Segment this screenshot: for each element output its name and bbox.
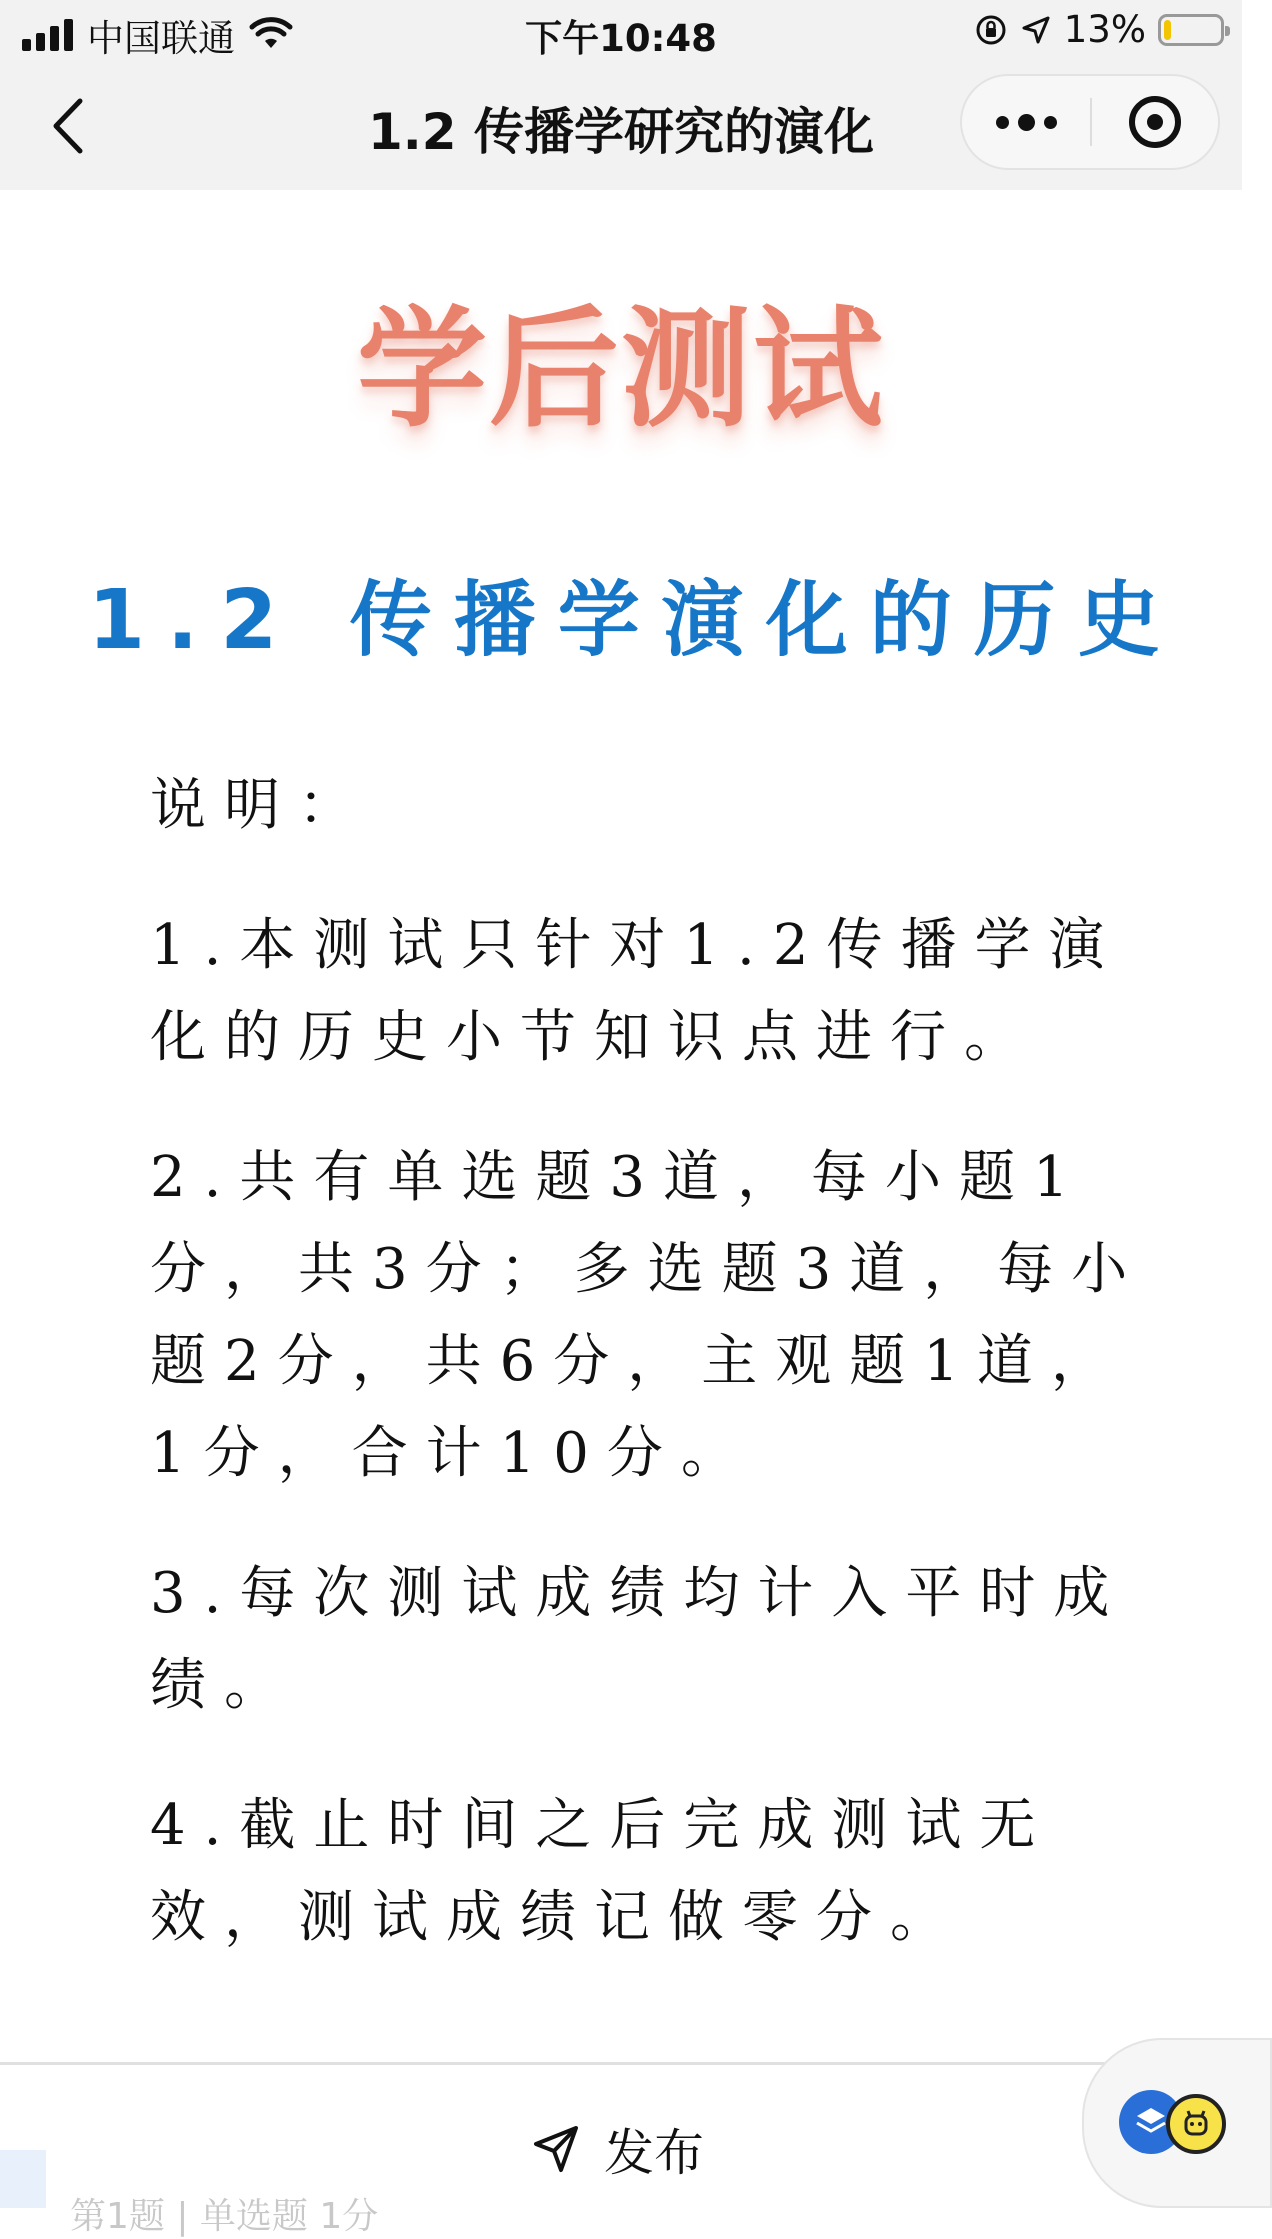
close-button[interactable] — [1092, 76, 1218, 168]
peek-strip — [0, 2150, 46, 2208]
more-button[interactable] — [962, 76, 1090, 168]
floating-assistant-widget[interactable] — [1082, 2038, 1272, 2208]
publish-label: 发布 — [604, 2124, 704, 2182]
section-title: 1.2 传播学演化的历史 — [88, 573, 1182, 668]
mini-program-capsule — [960, 74, 1220, 170]
location-icon — [1020, 14, 1052, 46]
publish-button[interactable] — [530, 2113, 704, 2185]
battery-icon — [1158, 14, 1224, 46]
instructions-label: 说明： — [150, 773, 372, 838]
battery-fill — [1164, 20, 1171, 40]
carrier-label: 中国联通 — [87, 17, 235, 60]
rotation-lock-icon — [974, 13, 1008, 47]
bottom-bar — [0, 2062, 1242, 2208]
instructions — [150, 760, 1160, 2012]
instruction-item-3: 3.每次测试成绩均计入平时成绩。 — [150, 1561, 1128, 1718]
instruction-item-4: 4.截止时间之后完成测试无效，测试成绩记做零分。 — [150, 1793, 1054, 1950]
send-icon — [530, 2123, 582, 2175]
status-right — [974, 8, 1224, 51]
hero-title: 学后测试 — [356, 293, 885, 445]
more-dots-icon — [996, 116, 1009, 129]
nav-bar — [0, 62, 1242, 190]
instruction-item-1: 1.本测试只针对1.2传播学演化的历史小节知识点进行。 — [150, 913, 1123, 1070]
instruction-item-2: 2.共有单选题3道，每小题1分，共3分；多选题3道，每小题2分，共6分，主观题1道，1分，合计10分。 — [150, 1145, 1146, 1486]
target-close-icon — [1129, 96, 1181, 148]
assistant-mascot-icon — [1166, 2094, 1226, 2154]
status-bar — [0, 0, 1242, 62]
question-peek-text: 第1题 | 单选题 1分 — [70, 2196, 379, 2237]
page-title: 1.2 传播学研究的演化 — [368, 103, 874, 161]
status-time: 下午10:48 — [525, 17, 717, 60]
battery-percent: 13% — [1063, 8, 1146, 51]
